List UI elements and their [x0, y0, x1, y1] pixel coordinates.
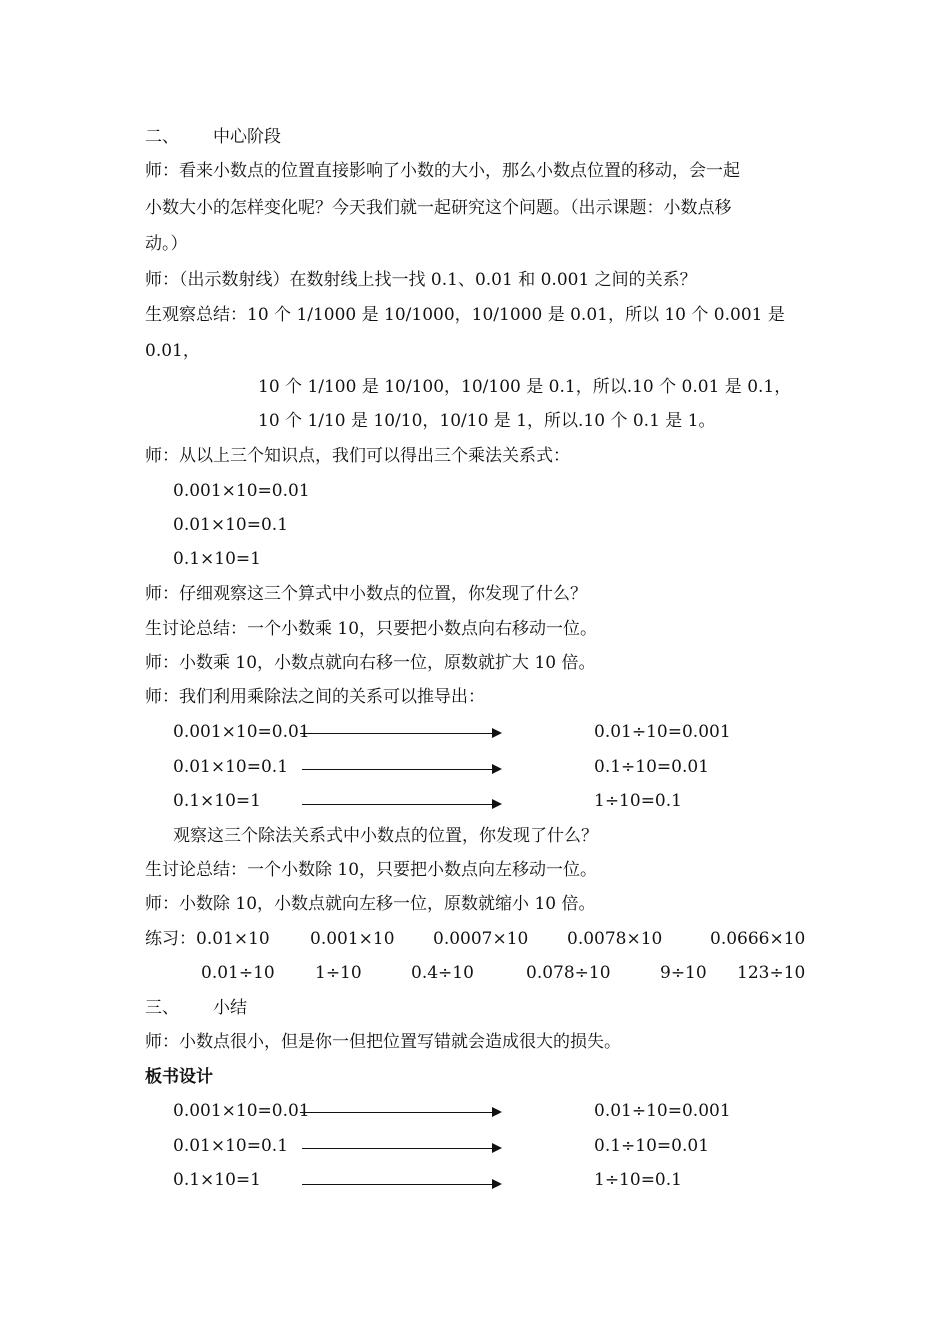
- paragraph: 师：我们利用乘除法之间的关系可以推导出：: [145, 687, 485, 707]
- board-design-title: 板书设计: [145, 1067, 213, 1087]
- paragraph: 师：仔细观察这三个算式中小数点的位置，你发现了什么？: [145, 584, 587, 604]
- arrow: [302, 1184, 500, 1185]
- div-equation: 1÷10=0.1: [594, 1170, 682, 1190]
- practice-item: 0.0078×10: [567, 929, 663, 949]
- section-3-title: 小结: [213, 998, 247, 1018]
- practice-item: 123÷10: [737, 963, 806, 983]
- mult-equation: 0.001×10=0.01: [173, 1101, 310, 1121]
- mult-equation: 0.001×10=0.01: [173, 722, 310, 742]
- div-equation: 0.1÷10=0.01: [594, 1136, 710, 1156]
- arrow: [302, 769, 500, 770]
- div-equation: 0.01÷10=0.001: [594, 1101, 731, 1121]
- practice-item: 1÷10: [315, 963, 362, 983]
- mult-equation: 0.1×10=1: [173, 1170, 261, 1190]
- arrow: [302, 1148, 500, 1149]
- practice-item: 0.001×10: [310, 929, 395, 949]
- practice-item: 0.0007×10: [433, 929, 529, 949]
- paragraph: 观察这三个除法关系式中小数点的位置，你发现了什么？: [173, 826, 598, 846]
- arrow: [300, 1112, 500, 1113]
- practice-item: 0.0666×10: [710, 929, 806, 949]
- practice-item: 0.4÷10: [411, 963, 474, 983]
- div-equation: 1÷10=0.1: [594, 791, 682, 811]
- practice-item: 0.078÷10: [526, 963, 611, 983]
- paragraph: 10 个 1/10 是 10/10，10/10 是 1，所以.10 个 0.1 是 1。: [258, 411, 716, 431]
- paragraph: 生讨论总结：一个小数除 10，只要把小数点向左移动一位。: [145, 860, 598, 880]
- mult-equation: 0.1×10=1: [173, 549, 261, 569]
- mult-equation: 0.01×10=0.1: [173, 1136, 289, 1156]
- paragraph: 师：看来小数点的位置直接影响了小数的大小，那么小数点位置的移动，会一起: [145, 161, 740, 181]
- section-2-title: 中心阶段: [213, 127, 281, 147]
- paragraph: 师：（出示数射线）在数射线上找一找 0.1、0.01 和 0.001 之间的关系？: [145, 270, 697, 290]
- arrow: [302, 804, 500, 805]
- paragraph: 生讨论总结：一个小数乘 10，只要把小数点向右移动一位。: [145, 619, 598, 639]
- div-equation: 0.1÷10=0.01: [594, 757, 710, 777]
- paragraph: 0.01，: [145, 341, 200, 361]
- mult-equation: 0.001×10=0.01: [173, 481, 310, 501]
- paragraph: 生观察总结：10 个 1/1000 是 10/1000，10/1000 是 0.01，所以 10 个 0.001 是: [145, 305, 785, 325]
- mult-equation: 0.01×10=0.1: [173, 515, 289, 535]
- practice-item: 0.01÷10: [201, 963, 275, 983]
- mult-equation: 0.1×10=1: [173, 791, 261, 811]
- paragraph: 师：小数点很小，但是你一但把位置写错就会造成很大的损失。: [145, 1032, 621, 1052]
- paragraph: 师：从以上三个知识点，我们可以得出三个乘法关系式：: [145, 446, 570, 466]
- div-equation: 0.01÷10=0.001: [594, 722, 731, 742]
- mult-equation: 0.01×10=0.1: [173, 757, 289, 777]
- paragraph: 10 个 1/100 是 10/100，10/100 是 0.1，所以.10 个 0.01 是 0.1，: [258, 377, 792, 397]
- paragraph: 师：小数乘 10，小数点就向右移一位，原数就扩大 10 倍。: [145, 653, 596, 673]
- paragraph: 师：小数除 10，小数点就向左移一位，原数就缩小 10 倍。: [145, 894, 596, 914]
- section-2-num: 二、: [145, 127, 179, 147]
- arrow: [300, 733, 500, 734]
- paragraph: 动。）: [145, 234, 188, 254]
- paragraph: 小数大小的怎样变化呢？今天我们就一起研究这个问题。（出示课题：小数点移: [145, 198, 732, 218]
- practice-item: 9÷10: [660, 963, 707, 983]
- practice-label: 练习：: [145, 929, 196, 949]
- section-3-num: 三、: [145, 998, 179, 1018]
- practice-item: 0.01×10: [196, 929, 270, 949]
